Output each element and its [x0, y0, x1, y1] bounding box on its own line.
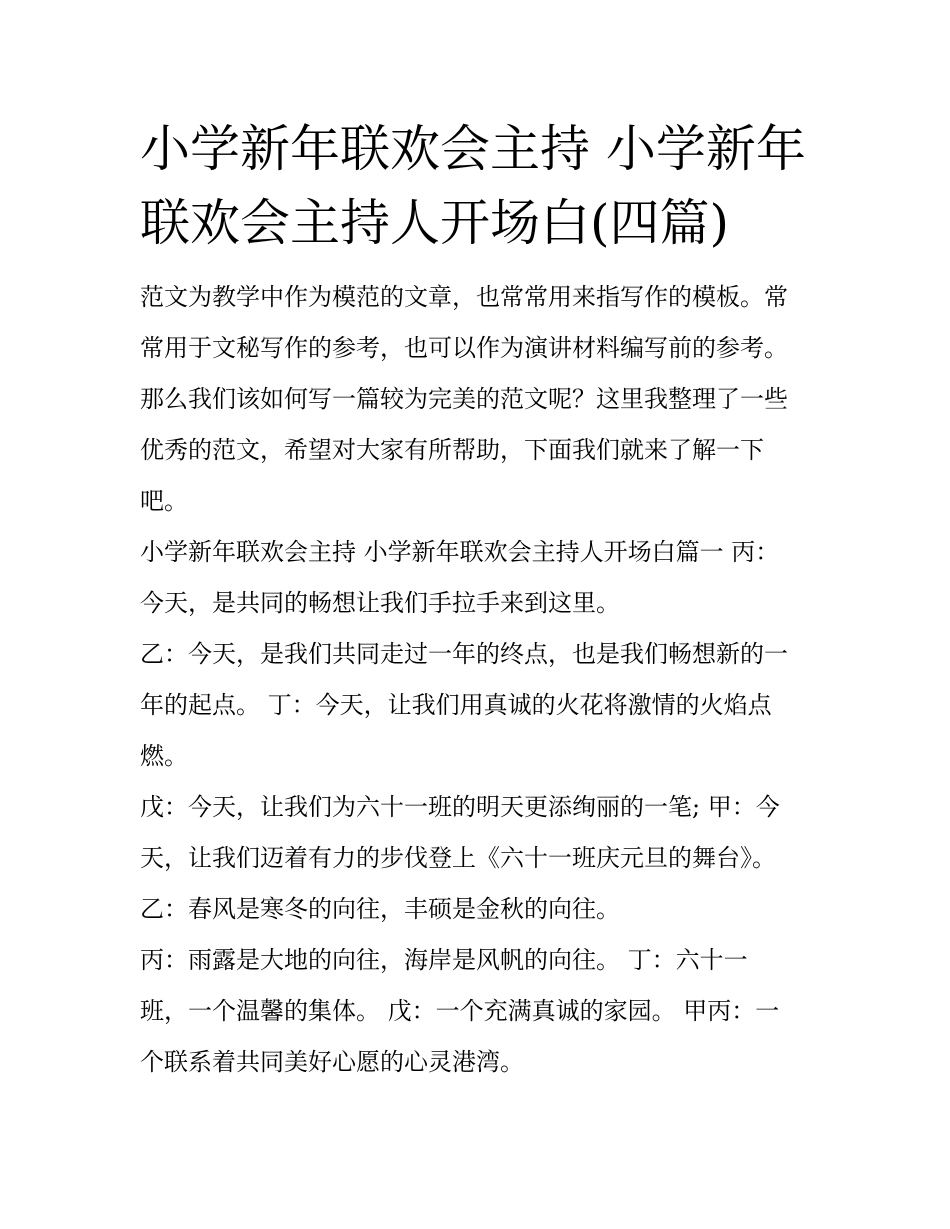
- text-line: 今天，是共同的畅想让我们手拉手来到这里。: [140, 589, 620, 617]
- text-line: 乙：今天，是我们共同走过一年的终点，也是我们畅想新的一: [140, 640, 788, 668]
- text-line: 班，一个温馨的集体。 戊：一个充满真诚的家园。 甲丙：一: [140, 997, 780, 1025]
- text-line: 范文为教学中作为模范的文章，也常常用来指写作的模板。常: [140, 283, 788, 311]
- text-line: 燃。: [140, 742, 188, 770]
- text-line: 那么我们该如何写一篇较为完美的范文呢？这里我整理了一些: [140, 385, 788, 413]
- body-paragraph: [140, 935, 820, 1088]
- body-paragraph: [140, 884, 820, 935]
- text-line: 常用于文秘写作的参考，也可以作为演讲材料编写前的参考。: [140, 334, 788, 362]
- document-title: [140, 112, 820, 260]
- text-line: 天，让我们迈着有力的步伐登上《六十一班庆元旦的舞台》。: [140, 844, 776, 872]
- intro-paragraph: [140, 272, 820, 527]
- text-line: 丙：雨露是大地的向往，海岸是风帆的向往。 丁：六十一: [140, 946, 748, 974]
- text-line: 戊：今天，让我们为六十一班的明天更添绚丽的一笔; 甲：今: [140, 793, 780, 821]
- text-line: 小学新年联欢会主持 小学新年联欢会主持人开场白篇一 丙：: [140, 538, 780, 566]
- text-line: 优秀的范文，希望对大家有所帮助，下面我们就来了解一下: [140, 436, 764, 464]
- body-paragraph: [140, 527, 820, 629]
- text-line: 年的起点。 丁：今天，让我们用真诚的火花将激情的火焰点: [140, 691, 772, 719]
- body-paragraph: [140, 782, 820, 884]
- text-line: 乙：春风是寒冬的向往，丰硕是金秋的向往。: [140, 895, 620, 923]
- document-content: [140, 112, 820, 1088]
- text-line: 个联系着共同美好心愿的心灵港湾。: [140, 1048, 524, 1076]
- title-line: 小学新年联欢会主持 小学新年: [140, 120, 806, 178]
- title-line: 联欢会主持人开场白(四篇): [140, 194, 730, 252]
- body-paragraph: [140, 629, 820, 782]
- text-line: 吧。: [140, 487, 188, 515]
